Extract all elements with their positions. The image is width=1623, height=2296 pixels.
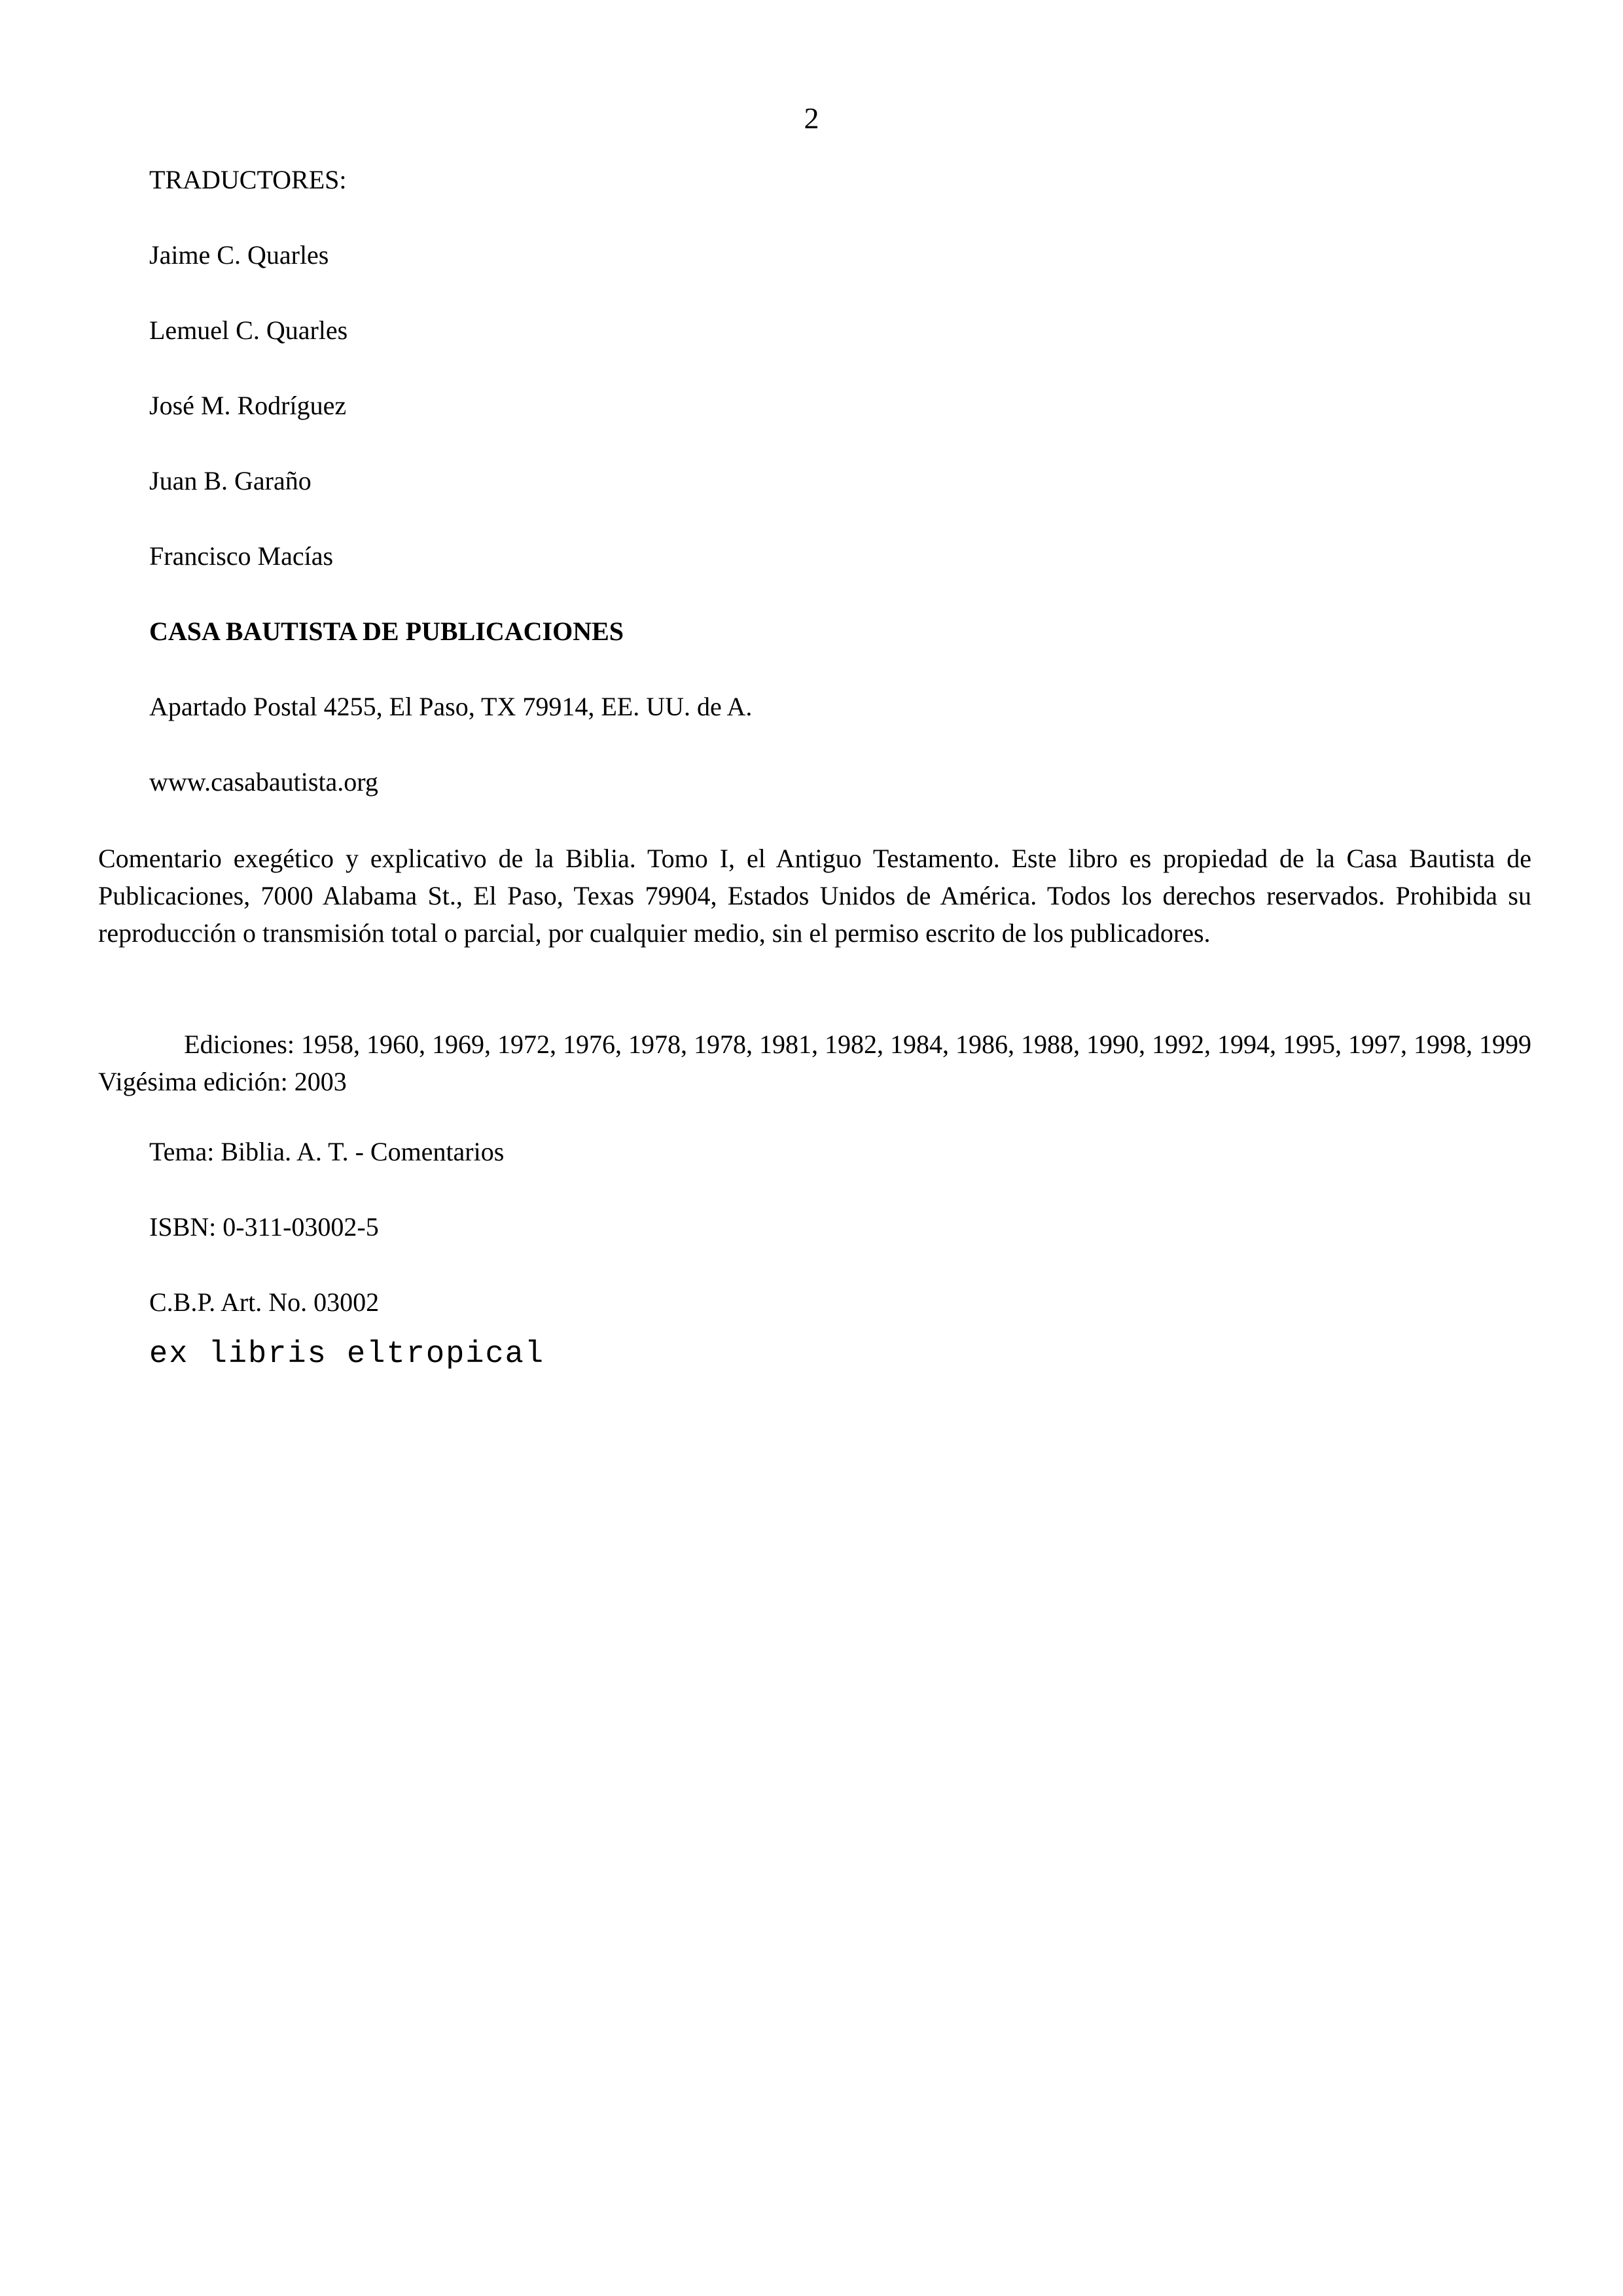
editions-block — [98, 1026, 1531, 1100]
translators-heading: TRADUCTORES: — [149, 165, 347, 194]
translator-name: Francisco Macías — [149, 541, 334, 571]
translator-name: José M. Rodríguez — [149, 391, 347, 420]
copyright-notice: Comentario exegético y explicativo de la Biblia. Tomo I, el Antiguo Testamento. Este libro es propiedad de la Casa Bautista de Publicaciones, 7000 Alabama St., El Paso, Texas 79904, Estados Unidos de América. Todos los derechos reservados. Prohibida su reproducción o transmisión total o parcial, por cualquier medio, sin el permiso escrito de los publicadores. — [98, 844, 1531, 948]
isbn: ISBN: 0-311-03002-5 — [149, 1212, 379, 1242]
topic: Tema: Biblia. A. T. - Comentarios — [149, 1137, 505, 1166]
translator-name: Lemuel C. Quarles — [149, 315, 348, 345]
page-number: 2 — [804, 101, 819, 135]
publisher-name: CASA BAUTISTA DE PUBLICACIONES — [149, 617, 624, 646]
ex-libris: ex libris eltropical — [149, 1337, 545, 1372]
current-edition: Vigésima edición: 2003 — [98, 1067, 347, 1096]
publisher-website: www.casabautista.org — [149, 767, 378, 797]
editions-list: Ediciones: 1958, 1960, 1969, 1972, 1976, 1978, 1978, 1981, 1982, 1984, 1986, 1988, 1990, 1992, 1994, 1995, 1997, 1998, 1999 — [184, 1030, 1531, 1059]
translator-name: Jaime C. Quarles — [149, 240, 329, 270]
translator-name: Juan B. Garaño — [149, 466, 312, 495]
article-number: C.B.P. Art. No. 03002 — [149, 1287, 380, 1317]
publisher-address: Apartado Postal 4255, El Paso, TX 79914, EE. UU. de A. — [149, 692, 753, 721]
